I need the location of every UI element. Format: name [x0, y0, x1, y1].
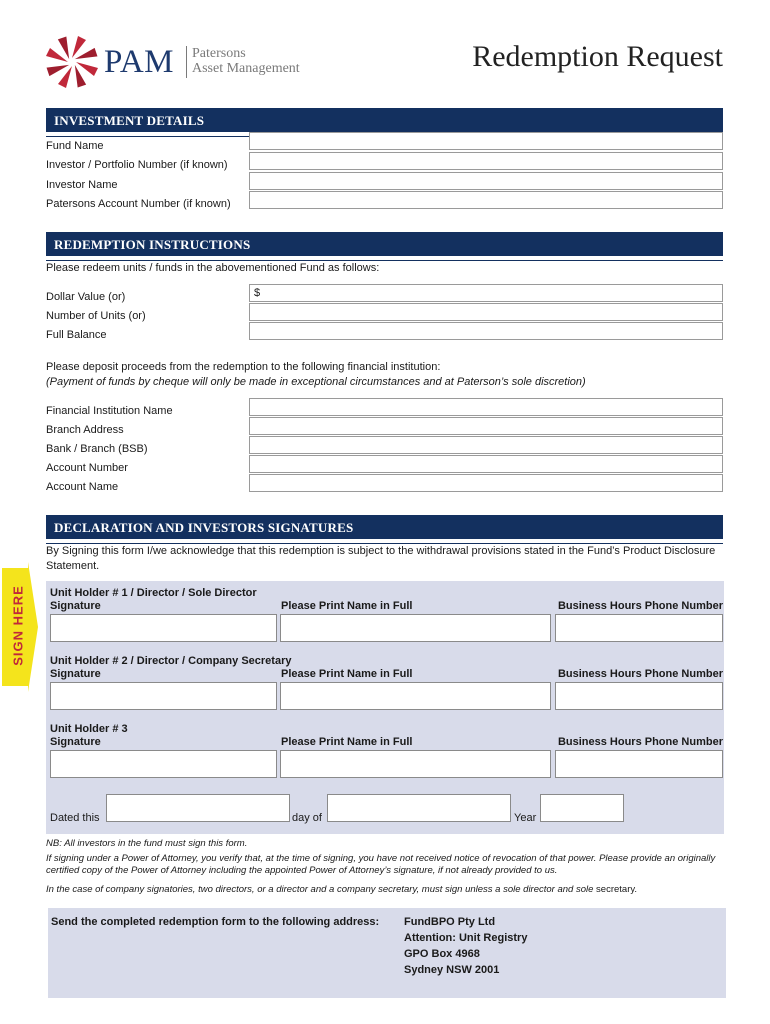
holder3-phone-label: Business Hours Phone Number [557, 736, 723, 748]
bank-account-number-label: Account Number [46, 462, 128, 474]
note-power-of-attorney: If signing under a Power of Attorney, you verify that, at the time of signing, you have not received notice of revocation of that power. Please provide an originally certified copy of the Power of Attorney including the appointed Power of Attorney’s signature, if not already provided to us. [46, 853, 716, 876]
section-declaration-heading: DECLARATION AND INVESTORS SIGNATURES [46, 515, 723, 539]
pam-logo-icon [44, 34, 100, 90]
declaration-text: By Signing this form I/we acknowledge that this redemption is subject to the withdrawal provisions stated in the Fund’s Product Disclosure Statement. [46, 545, 716, 572]
investor-name-label: Investor Name [46, 179, 118, 191]
date-month-box[interactable] [327, 794, 511, 822]
dollar-prefix: $ [254, 287, 261, 299]
holder3-title: Unit Holder # 3 [50, 723, 128, 735]
fund-name-label: Fund Name [46, 140, 104, 152]
deposit-note: (Payment of funds by cheque will only be made in exceptional circumstances and at Paterson’s sole discretion) [46, 376, 586, 388]
units-label: Number of Units (or) [46, 310, 146, 322]
day-of-label: day of [292, 812, 322, 824]
investor-number-field[interactable] [249, 152, 723, 170]
dollar-value-label: Dollar Value (or) [46, 291, 126, 303]
send-address-line3: GPO Box 4968 [404, 948, 480, 960]
brand-divider [186, 46, 187, 78]
holder2-sig-label: Signature [50, 668, 101, 680]
holder1-name-label: Please Print Name in Full [281, 600, 413, 612]
holder1-phone-label: Business Hours Phone Number [557, 600, 723, 612]
note-nb: NB: All investors in the fund must sign this form. [46, 838, 248, 849]
units-field[interactable] [249, 303, 723, 321]
holder2-name-label: Please Print Name in Full [281, 668, 413, 680]
holder3-signature-box[interactable] [50, 750, 277, 778]
holder1-title: Unit Holder # 1 / Director / Sole Director [50, 587, 257, 599]
branch-address-field[interactable] [249, 417, 723, 435]
logo [44, 34, 100, 90]
branch-address-label: Branch Address [46, 424, 124, 436]
holder2-title: Unit Holder # 2 / Director / Company Secretary [50, 655, 292, 667]
investor-number-label: Investor / Portfolio Number (if known) [46, 159, 228, 171]
holder3-phone-box[interactable] [555, 750, 723, 778]
send-address-line1: FundBPO Pty Ltd [404, 916, 496, 928]
page-title: Redemption Request [472, 40, 723, 73]
holder2-signature-box[interactable] [50, 682, 277, 710]
holder2-phone-box[interactable] [555, 682, 723, 710]
full-balance-label: Full Balance [46, 329, 107, 341]
holder3-name-label: Please Print Name in Full [281, 736, 413, 748]
bank-account-number-field[interactable] [249, 455, 723, 473]
account-name-label: Account Name [46, 481, 119, 493]
institution-name-field[interactable] [249, 398, 723, 416]
note-company-part2: secretary. [596, 884, 638, 895]
dated-this-label: Dated this [50, 812, 100, 824]
holder1-signature-box[interactable] [50, 614, 277, 642]
send-address-line4: Sydney NSW 2001 [404, 964, 500, 976]
fund-name-field[interactable] [249, 132, 723, 150]
year-label: Year [514, 812, 537, 824]
holder1-phone-box[interactable] [555, 614, 723, 642]
account-name-field[interactable] [249, 474, 723, 492]
date-day-box[interactable] [106, 794, 290, 822]
patersons-account-field[interactable] [249, 191, 723, 209]
brand-name: PAM [104, 44, 174, 80]
note-company-signatories [46, 884, 722, 895]
dollar-value-field[interactable] [249, 284, 723, 302]
send-address-label: Send the completed redemption form to the following address: [51, 916, 380, 928]
full-balance-field[interactable] [249, 322, 723, 340]
holder1-sig-label: Signature [50, 600, 101, 612]
sign-here-arrow [0, 562, 40, 692]
brand-line2: Asset Management [192, 61, 300, 76]
redemption-intro: Please redeem units / funds in the abovementioned Fund as follows: [46, 262, 380, 274]
deposit-instruction: Please deposit proceeds from the redemption to the following financial institution: [46, 361, 441, 373]
brand-line1: Patersons [192, 46, 246, 61]
date-year-box[interactable] [540, 794, 624, 822]
bsb-field[interactable] [249, 436, 723, 454]
holder2-phone-label: Business Hours Phone Number [557, 668, 723, 680]
holder2-name-box[interactable] [280, 682, 551, 710]
bsb-label: Bank / Branch (BSB) [46, 443, 148, 455]
account-number-label: Patersons Account Number (if known) [46, 198, 231, 210]
section-redemption-heading: REDEMPTION INSTRUCTIONS [46, 232, 723, 256]
investor-name-field[interactable] [249, 172, 723, 190]
holder3-sig-label: Signature [50, 736, 101, 748]
note-company-part1: In the case of company signatories, two directors, or a director and a company secretary, must sign unless a sole director and sole [46, 884, 594, 895]
institution-name-label: Financial Institution Name [46, 405, 173, 417]
section-investment-heading: INVESTMENT DETAILS [46, 108, 723, 132]
send-address-line2: Attention: Unit Registry [404, 932, 528, 944]
sign-here-label: SIGN HERE [10, 585, 26, 666]
holder1-name-box[interactable] [280, 614, 551, 642]
holder3-name-box[interactable] [280, 750, 551, 778]
